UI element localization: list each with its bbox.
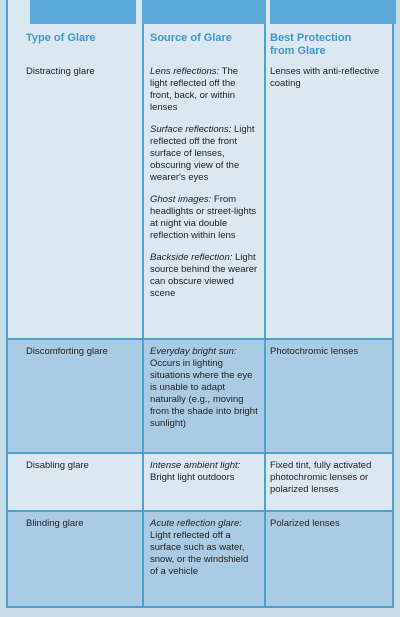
- source-text: The light reflected off the front, back, or within lenses: [150, 66, 239, 113]
- cell-type: Distracting glare: [26, 66, 95, 77]
- column-divider: [264, 24, 266, 606]
- cell-sources: [150, 66, 258, 310]
- source-text: Light source behind the wearer can obscure viewed scene: [150, 252, 258, 299]
- table-row-disabling: [8, 454, 392, 510]
- cell-protection: Polarized lenses: [270, 518, 340, 529]
- header-type-of-glare: Type of Glare: [26, 32, 96, 44]
- glare-table: [6, 0, 394, 608]
- source-item: [150, 66, 258, 114]
- cell-sources: [150, 346, 258, 440]
- source-text: Light reflected off the front surface of lenses, obscuring view of the wearer's eyes: [150, 124, 255, 183]
- header-tab-2: [142, 0, 266, 24]
- table-header: [8, 24, 392, 64]
- source-label: Intense ambient light:: [150, 460, 241, 471]
- table-row-blinding: [8, 512, 392, 606]
- header-best-protection-line1: Best Protection: [270, 32, 352, 44]
- cell-sources: [150, 518, 258, 588]
- source-text: From headlights or street-lights at night via double reflection within lens: [150, 194, 257, 241]
- source-item: [150, 460, 258, 484]
- header-tab-1: [30, 0, 136, 24]
- cell-type: Discomforting glare: [26, 346, 108, 357]
- source-item: [150, 124, 258, 184]
- source-item: [150, 252, 258, 300]
- source-text: Occurs in lighting situations where the eye is unable to adapt naturally (e.g., moving from the shade into bright sunlight): [150, 358, 258, 429]
- source-label: Surface reflections:: [150, 124, 232, 135]
- cell-protection: Lenses with anti-reflective coating: [270, 66, 380, 89]
- header-best-protection: [270, 32, 380, 58]
- source-item: [150, 518, 258, 578]
- cell-protection: Fixed tint, fully activated photochromic lenses or polarized lenses: [270, 460, 372, 495]
- header-best-protection-line2: from Glare: [270, 45, 326, 57]
- source-label: Backside reflection:: [150, 252, 233, 263]
- header-source-of-glare: Source of Glare: [150, 32, 232, 44]
- table-row-discomforting: [8, 340, 392, 452]
- source-text: Bright light outdoors: [150, 472, 235, 483]
- header-tab-3: [270, 0, 396, 24]
- source-text: Light reflected off a surface such as water, snow, or the windshield of a vehicle: [150, 530, 249, 577]
- cell-type: Blinding glare: [26, 518, 84, 529]
- source-label: Acute reflection glare:: [150, 518, 242, 529]
- source-item: [150, 346, 258, 430]
- cell-protection: Photochromic lenses: [270, 346, 359, 357]
- source-label: Ghost images:: [150, 194, 212, 205]
- cell-type: Disabling glare: [26, 460, 89, 471]
- source-label: Everyday bright sun:: [150, 346, 237, 357]
- table-row-distracting: [8, 60, 392, 338]
- source-label: Lens reflections:: [150, 66, 220, 77]
- cell-sources: [150, 460, 258, 494]
- source-item: [150, 194, 258, 242]
- column-divider: [142, 24, 144, 606]
